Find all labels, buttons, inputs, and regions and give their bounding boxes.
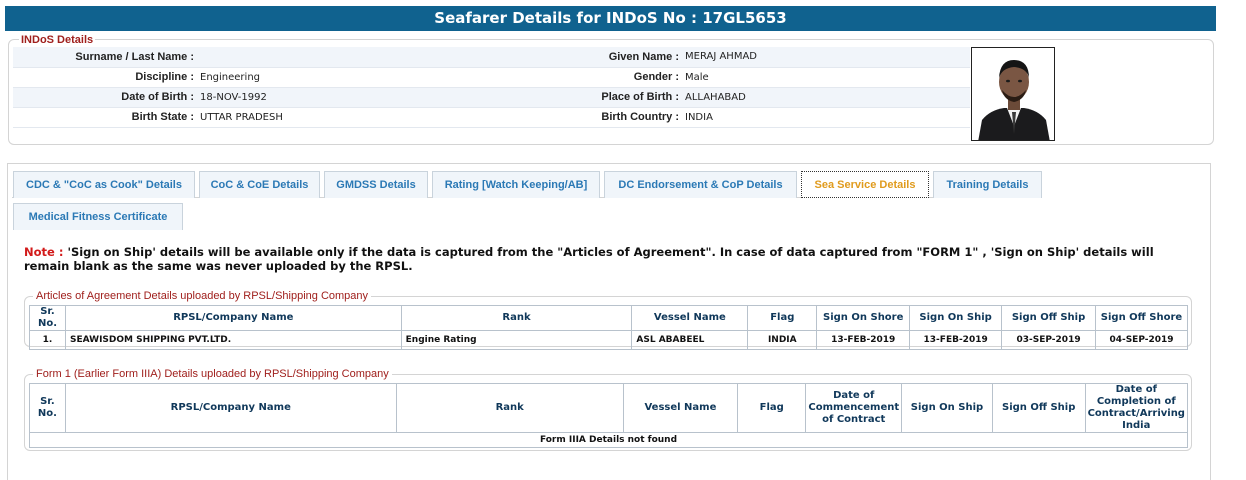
given-name-label: Given Name :: [487, 47, 682, 67]
tab-gmdss[interactable]: GMDSS Details: [324, 171, 428, 198]
page-title: Seafarer Details for INDoS No : 17GL5653: [5, 6, 1216, 31]
col-rank: Rank: [396, 384, 623, 433]
info-row-surname: [13, 47, 970, 67]
dob-value: 18-NOV-1992: [197, 87, 487, 107]
col-sign-on-shore: Sign On Shore: [817, 306, 910, 331]
col-company: RPSL/Company Name: [65, 306, 401, 331]
articles-table: [29, 305, 1188, 350]
col-sr-no: Sr. No.: [30, 306, 66, 331]
tab-rating-watchkeeping[interactable]: Rating [Watch Keeping/AB]: [432, 171, 600, 198]
indos-info-table: [13, 47, 970, 128]
cell-vessel: ASL ABABEEL: [632, 331, 748, 350]
col-sign-off-shore: Sign Off Shore: [1096, 306, 1188, 331]
tab-training[interactable]: Training Details: [933, 171, 1042, 198]
cell-flag: INDIA: [748, 331, 817, 350]
col-sign-on-ship: Sign On Ship: [910, 306, 1002, 331]
indos-details-panel: [8, 34, 1214, 145]
table-row: [30, 331, 1188, 350]
col-sign-off-ship: Sign Off Ship: [1002, 306, 1096, 331]
form1-empty-message: Form IIIA Details not found: [30, 433, 1188, 448]
discipline-label: Discipline :: [13, 67, 197, 87]
col-sr-no: Sr. No.: [30, 384, 66, 433]
cell-company: SEAWISDOM SHIPPING PVT.LTD.: [65, 331, 401, 350]
cell-sign-off-shore: 04-SEP-2019: [1096, 331, 1188, 350]
form1-table: [29, 383, 1188, 448]
info-row-discipline: [13, 67, 970, 87]
cell-sign-on-shore: 13-FEB-2019: [817, 331, 910, 350]
cell-rank: Engine Rating: [401, 331, 632, 350]
birth-state-value: UTTAR PRADESH: [197, 107, 487, 127]
articles-legend: Articles of Agreement Details uploaded by RPSL/Shipping Company: [33, 290, 371, 302]
col-flag: Flag: [748, 306, 817, 331]
col-company: RPSL/Company Name: [65, 384, 396, 433]
col-sign-off-ship: Sign Off Ship: [992, 384, 1085, 433]
col-flag: Flag: [738, 384, 806, 433]
tab-sea-service[interactable]: Sea Service Details: [801, 171, 929, 198]
cell-sign-off-ship: 03-SEP-2019: [1002, 331, 1096, 350]
tab-cdc-coc-cook[interactable]: CDC & "CoC as Cook" Details: [13, 171, 195, 198]
dob-label: Date of Birth :: [13, 87, 197, 107]
col-vessel: Vessel Name: [623, 384, 737, 433]
surname-value: [197, 47, 487, 67]
surname-label: Surname / Last Name :: [13, 47, 197, 67]
note-text: 'Sign on Ship' details will be available only if the data is captured from the "Articles of Agreement". In case of data captured from "FORM 1" , 'Sign on Ship' details will remain blank as the same was never uploaded by the RPSL.: [24, 245, 1154, 273]
given-name-value: MERAJ AHMAD: [682, 47, 970, 67]
col-sign-on-ship: Sign On Ship: [902, 384, 993, 433]
table-row: [30, 433, 1188, 448]
gender-value: Male: [682, 67, 970, 87]
tab-coc-coe[interactable]: CoC & CoE Details: [199, 171, 320, 198]
birth-country-value: INDIA: [682, 107, 970, 127]
indos-details-legend: INDoS Details: [21, 34, 94, 46]
info-row-birth-state: [13, 107, 970, 127]
cell-sign-on-ship: 13-FEB-2019: [910, 331, 1002, 350]
form1-legend: Form 1 (Earlier Form IIIA) Details uploaded by RPSL/Shipping Company: [33, 368, 392, 380]
discipline-value: Engineering: [197, 67, 487, 87]
col-rank: Rank: [401, 306, 632, 331]
gender-label: Gender :: [487, 67, 682, 87]
place-of-birth-value: ALLAHABAD: [682, 87, 970, 107]
place-of-birth-label: Place of Birth :: [487, 87, 682, 107]
seafarer-photo: [971, 47, 1055, 141]
note-label: Note :: [24, 245, 64, 259]
col-completion: Date of Completion of Contract/Arriving India: [1085, 384, 1187, 433]
sign-on-ship-note: [24, 246, 1184, 273]
birth-country-label: Birth Country :: [487, 107, 682, 127]
info-row-dob: [13, 87, 970, 107]
cell-sr-no: 1.: [30, 331, 66, 350]
col-commencement: Date of Commencement of Contract: [806, 384, 902, 433]
tab-medical-fitness[interactable]: Medical Fitness Certificate: [13, 203, 183, 230]
form1-header-row: [30, 384, 1188, 433]
col-vessel: Vessel Name: [632, 306, 748, 331]
articles-header-row: [30, 306, 1188, 331]
birth-state-label: Birth State :: [13, 107, 197, 127]
person-photo-icon: [972, 48, 1055, 141]
tab-dc-endorsement[interactable]: DC Endorsement & CoP Details: [604, 171, 797, 198]
